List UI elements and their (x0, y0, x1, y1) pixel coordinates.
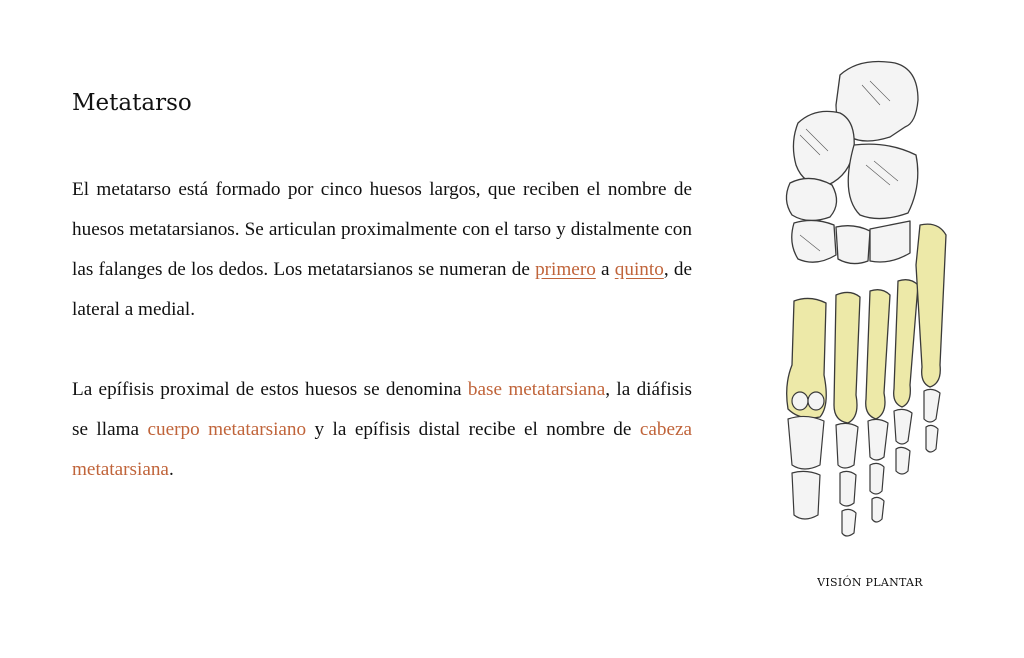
phalanx-4-middle (896, 447, 910, 474)
figure-caption: VISIÓN PLANTAR (817, 576, 923, 589)
cuboid-bone (848, 144, 918, 218)
phalanx-2-proximal (836, 423, 858, 468)
term-base-metatarsiana: base metatarsiana (467, 379, 606, 400)
paragraph-intro-text-c: , de lateral a medial. (72, 259, 692, 320)
link-quinto[interactable]: quinto (614, 259, 664, 280)
paragraph-intro-text-a: El metatarso está formado por cinco huesos largos, que reciben el nombre de huesos metatarsianos. Se articulan proximalmente con el tarso y distalmente con las falanges de los dedos. Los metatarsianos se numeran de (72, 179, 692, 280)
metatarsal-4 (894, 280, 918, 407)
body-text (72, 170, 692, 530)
phalanx-hallux-distal (792, 471, 820, 519)
phalanx-4-proximal (894, 409, 912, 444)
paragraph-parts-text-a: La epífisis proximal de estos huesos se denomina (72, 379, 468, 400)
paragraph-parts (72, 370, 692, 490)
phalanx-5-distal (926, 425, 938, 452)
navicular-bone (786, 178, 836, 220)
paragraph-parts-text-b: , la diáfisis se llama (72, 379, 692, 440)
paragraph-intro-text-b: a (595, 259, 615, 280)
metatarsal-3 (866, 290, 890, 419)
sesamoid-bone (792, 392, 808, 410)
lateral-cuneiform (870, 221, 910, 262)
medial-cuneiform (792, 220, 836, 262)
phalanx-3-middle (870, 463, 884, 494)
sesamoid-bone (808, 392, 824, 410)
talus-bone (793, 111, 854, 185)
term-cuerpo-metatarsiano: cuerpo metatarsiano (147, 419, 307, 440)
phalanx-3-proximal (868, 419, 888, 460)
phalanx-2-distal (842, 509, 856, 536)
phalanx-5-proximal (924, 389, 940, 422)
intermediate-cuneiform (836, 226, 870, 264)
metatarsal-5 (916, 224, 946, 387)
paragraph-intro (72, 170, 692, 330)
paragraph-parts-text-c: y la epífisis distal recibe el nombre de (306, 419, 640, 440)
link-primero[interactable]: primero (535, 259, 596, 280)
phalanx-3-distal (872, 497, 884, 522)
foot-skeleton-illustration (770, 45, 980, 545)
phalanx-hallux-proximal (788, 416, 824, 469)
page-title: Metatarso (72, 90, 192, 116)
phalanx-2-middle (840, 471, 856, 506)
metatarsal-2 (834, 292, 860, 423)
term-cabeza-metatarsiana: cabeza metatarsiana (72, 419, 692, 480)
paragraph-parts-text-d: . (168, 459, 174, 480)
